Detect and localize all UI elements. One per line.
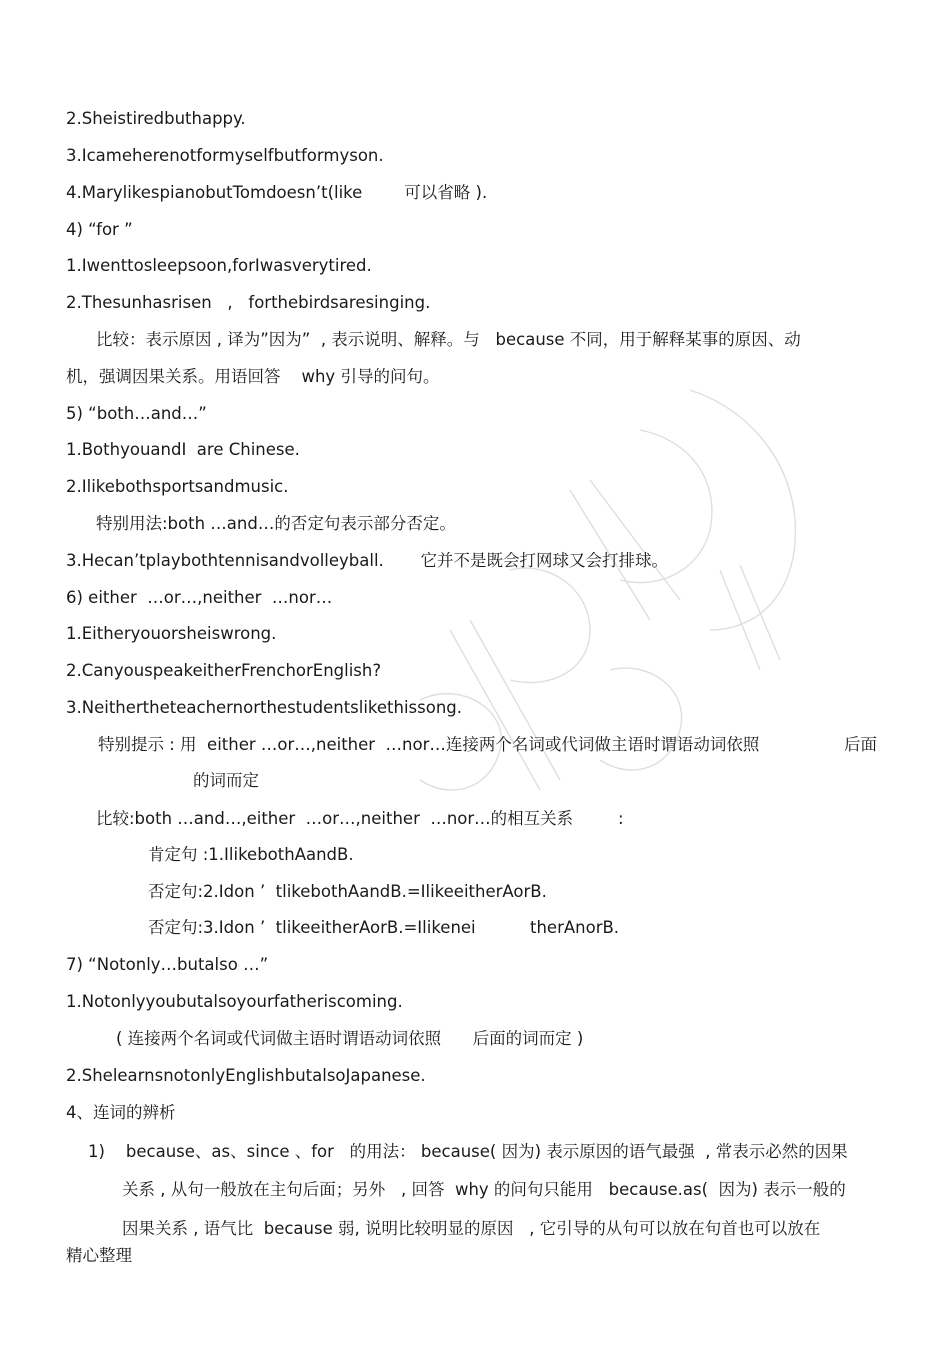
example-line: 1.Eitheryouorsheiswrong.	[66, 624, 277, 643]
example-line: 肯定句 :1.IlikebothAandB.	[148, 845, 354, 864]
section-heading: 6) either …or…,neither …nor…	[66, 588, 333, 607]
note-text: 因果关系 , 语气比 because 弱, 说明比较明显的原因 , 它引导的从句可以放在句首也可以放在	[122, 1219, 821, 1238]
note-text: 的词而定	[193, 771, 259, 790]
example-line: 3.Icameherenotformyselfbutformyson.	[66, 146, 384, 165]
example-line: 2.Ilikebothsportsandmusic.	[66, 477, 289, 496]
example-line: 1.BothyouandI are Chinese.	[66, 440, 300, 459]
section-heading: 5) “both…and…”	[66, 404, 207, 423]
example-line: 2.Sheistiredbuthappy.	[66, 109, 246, 128]
footer-text: 精心整理	[66, 1246, 132, 1265]
example-line: 4.MarylikespianobutTomdoesn’t(like 可以省略 ).	[66, 183, 488, 202]
note-text: 特别用法:both …and…的否定句表示部分否定。	[96, 514, 456, 533]
example-line: 否定句:3.Idon ’ tlikeeitherAorB.=Ilikenei	[148, 918, 476, 937]
example-line: 3.Neithertheteachernorthestudentslikethissong.	[66, 698, 463, 717]
example-line: 1.Notonlyyoubutalsoyourfatheriscoming.	[66, 992, 403, 1011]
example-line: 否定句:2.Idon ’ tlikebothAandB.=IlikeeitherAorB.	[148, 882, 547, 901]
example-line: 2.CanyouspeakeitherFrenchorEnglish?	[66, 661, 382, 680]
note-text: 后面	[844, 735, 877, 754]
note-text: 1) because、as、since 、for 的用法： because( 因为) 表示原因的语气最强 , 常表示必然的因果	[88, 1142, 848, 1161]
note-text: 关系 , 从句一般放在主句后面；另外 , 回答 why 的问句只能用 because.as( 因为) 表示一般的	[122, 1180, 846, 1199]
note-text: ( 连接两个名词或代词做主语时谓语动词依照 后面的词而定 )	[116, 1029, 584, 1048]
section-heading: 4) “for ”	[66, 220, 133, 239]
example-line: 3.Hecan’tplaybothtennisandvolleyball. 它并不是既会打网球又会打排球。	[66, 551, 669, 570]
note-text: 机，强调因果关系。用语回答 why 引导的问句。	[66, 367, 440, 386]
note-text: 特别提示 : 用 either …or…,neither …nor…连接两个名词或代词做主语时谓语动词依照	[98, 735, 760, 754]
note-text: 比较：表示原因 , 译为”因为” , 表示说明、解释。与 because 不同，用于解释某事的原因、动	[96, 330, 801, 349]
example-line: 2.Thesunhasrisen , forthebirdsaresinging.	[66, 293, 431, 312]
section-heading: 4、连词的辨析	[66, 1103, 176, 1122]
section-heading: 7) “Notonly…butalso …”	[66, 955, 269, 974]
note-text: :	[618, 809, 624, 828]
example-line: 2.ShelearnsnotonlyEnglishbutalsoJapanese.	[66, 1066, 426, 1085]
example-line: therAnorB.	[530, 918, 620, 937]
example-line: 1.Iwenttosleepsoon,forIwasverytired.	[66, 256, 372, 275]
note-text: 比较:both …and…,either …or…,neither …nor…的相互关系	[96, 809, 574, 828]
